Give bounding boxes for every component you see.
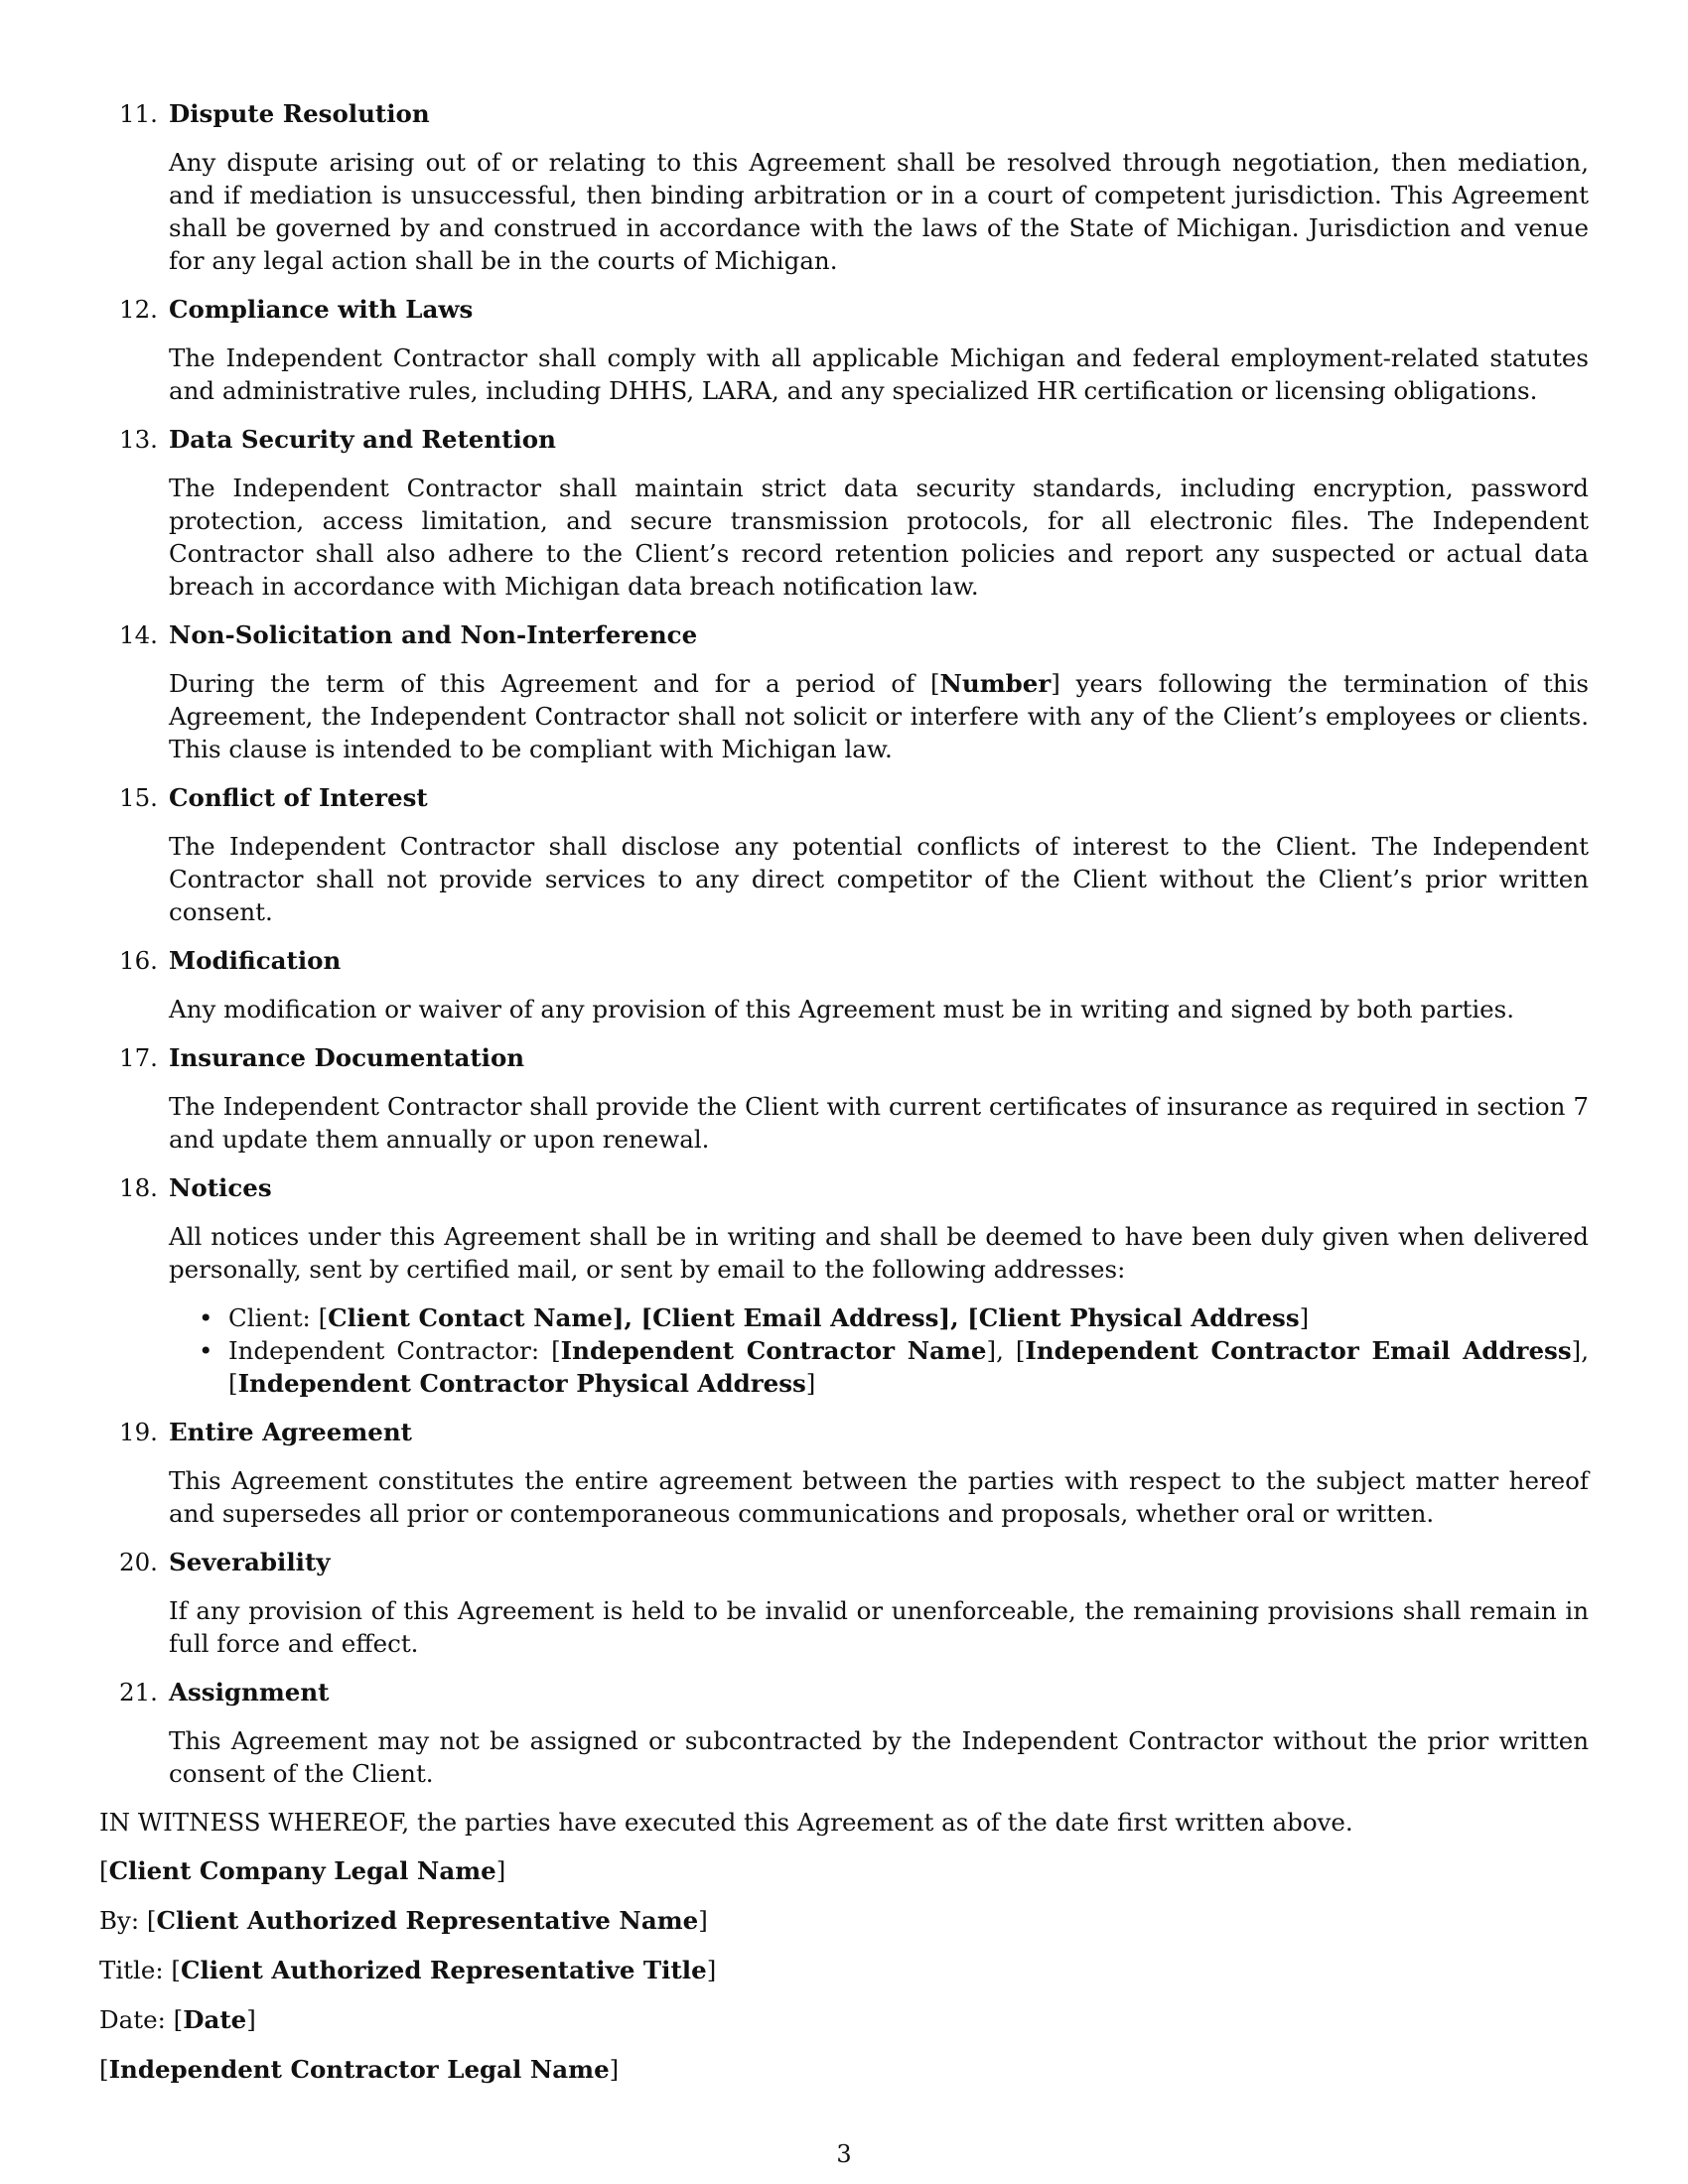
document-page bbox=[99, 97, 1589, 2103]
section-severability bbox=[99, 1546, 1589, 1660]
section-insurance-documentation bbox=[99, 1041, 1589, 1156]
section-number: 20. bbox=[119, 1548, 158, 1576]
section-number: 21. bbox=[119, 1678, 158, 1706]
signature-date-line: Date: [Date] bbox=[99, 2005, 256, 2034]
section-title: Compliance with Laws bbox=[169, 295, 474, 324]
section-text: During the term of this Agreement and for a period of [Number] years following the termination of this Agreement, the Independent Contractor shall not solicit or interfere with any of the Client’s employees or clients. This clause is intended to be compliant with Michigan law. bbox=[169, 669, 1589, 763]
section-modification bbox=[99, 944, 1589, 1025]
section-text: If any provision of this Agreement is held to be invalid or unenforceable, the remaining provisions shall remain in full force and effect. bbox=[169, 1596, 1589, 1658]
section-text: This Agreement constitutes the entire agreement between the parties with respect to the subject matter hereof and supersedes all prior or contemporaneous communications and proposals, whether oral or written. bbox=[169, 1466, 1589, 1528]
section-text: The Independent Contractor shall maintain strict data security standards, including encryption, password protection, access limitation, and secure transmission protocols, for all electronic files. The Independent Contractor shall also adhere to the Client’s record retention policies and report any suspected or actual data breach in accordance with Michigan data breach notification law. bbox=[169, 474, 1589, 601]
number-placeholder: Number bbox=[939, 669, 1052, 698]
section-text: Any modification or waiver of any provision of this Agreement must be in writing and signed by both parties. bbox=[169, 995, 1515, 1024]
section-text: The Independent Contractor shall comply with all applicable Michigan and federal employment-related statutes and administrative rules, including DHHS, LARA, and any specialized HR certification or licensing obligations. bbox=[169, 343, 1589, 405]
section-text: All notices under this Agreement shall be in writing and shall be deemed to have been duly given when delivered personally, sent by certified mail, or sent by email to the following addresses: bbox=[169, 1222, 1589, 1284]
section-compliance-with-laws bbox=[99, 293, 1589, 407]
section-conflict-of-interest bbox=[99, 781, 1589, 928]
notice-addresses-list bbox=[99, 1301, 1589, 1400]
section-number: 14. bbox=[119, 620, 158, 649]
section-title: Severability bbox=[169, 1548, 331, 1576]
section-title: Assignment bbox=[169, 1678, 330, 1706]
section-number: 17. bbox=[119, 1043, 158, 1072]
client-company-name: [Client Company Legal Name] bbox=[99, 1856, 506, 1885]
section-text: The Independent Contractor shall provide the Client with current certificates of insurance as required in section 7 and update them annually or upon renewal. bbox=[169, 1092, 1589, 1154]
section-title: Non-Solicitation and Non-Interference bbox=[169, 620, 698, 649]
contractor-legal-name: [Independent Contractor Legal Name] bbox=[99, 2055, 620, 2084]
section-text: This Agreement may not be assigned or subcontracted by the Independent Contractor without the prior written consent of the Client. bbox=[169, 1726, 1589, 1788]
section-text: Any dispute arising out of or relating to this Agreement shall be resolved through negotiation, then mediation, and if mediation is unsuccessful, then binding arbitration or in a court of competent jurisdiction. This Agreement shall be governed by and construed in accordance with the laws of the State of Michigan. Jurisdiction and venue for any legal action shall be in the courts of Michigan. bbox=[169, 148, 1589, 275]
section-entire-agreement bbox=[99, 1416, 1589, 1530]
section-title: Conflict of Interest bbox=[169, 783, 428, 812]
section-text: The Independent Contractor shall disclose any potential conflicts of interest to the Client. The Independent Contractor shall not provide services to any direct competitor of the Client without the Client’s prior written consent. bbox=[169, 832, 1589, 926]
signature-title-line: Title: [Client Authorized Representative Title] bbox=[99, 1956, 717, 1984]
section-data-security bbox=[99, 423, 1589, 603]
list-item: • Independent Contractor: [Independent Contractor Name], [Independent Contractor Email Address], [Independent Contractor Physical Address] bbox=[228, 1334, 1589, 1400]
section-title: Insurance Documentation bbox=[169, 1043, 525, 1072]
section-number: 12. bbox=[119, 295, 158, 324]
section-number: 19. bbox=[119, 1418, 158, 1446]
witness-statement: IN WITNESS WHEREOF, the parties have executed this Agreement as of the date first written above. bbox=[99, 1808, 1353, 1837]
section-number: 13. bbox=[119, 425, 158, 454]
section-non-solicitation bbox=[99, 618, 1589, 765]
page-number: 3 bbox=[836, 2140, 852, 2168]
section-notices bbox=[99, 1171, 1589, 1400]
section-title: Modification bbox=[169, 946, 342, 975]
section-title: Notices bbox=[169, 1173, 272, 1202]
section-number: 15. bbox=[119, 783, 158, 812]
section-number: 18. bbox=[119, 1173, 158, 1202]
section-dispute-resolution bbox=[99, 97, 1589, 277]
section-assignment bbox=[99, 1676, 1589, 1790]
section-title: Entire Agreement bbox=[169, 1418, 412, 1446]
section-title: Data Security and Retention bbox=[169, 425, 556, 454]
section-number: 16. bbox=[119, 946, 158, 975]
section-number: 11. bbox=[119, 99, 158, 128]
section-title: Dispute Resolution bbox=[169, 99, 430, 128]
signature-by-line: By: [Client Authorized Representative Name] bbox=[99, 1906, 708, 1935]
list-item: • Client: [Client Contact Name], [Client Email Address], [Client Physical Address] bbox=[228, 1301, 1589, 1334]
